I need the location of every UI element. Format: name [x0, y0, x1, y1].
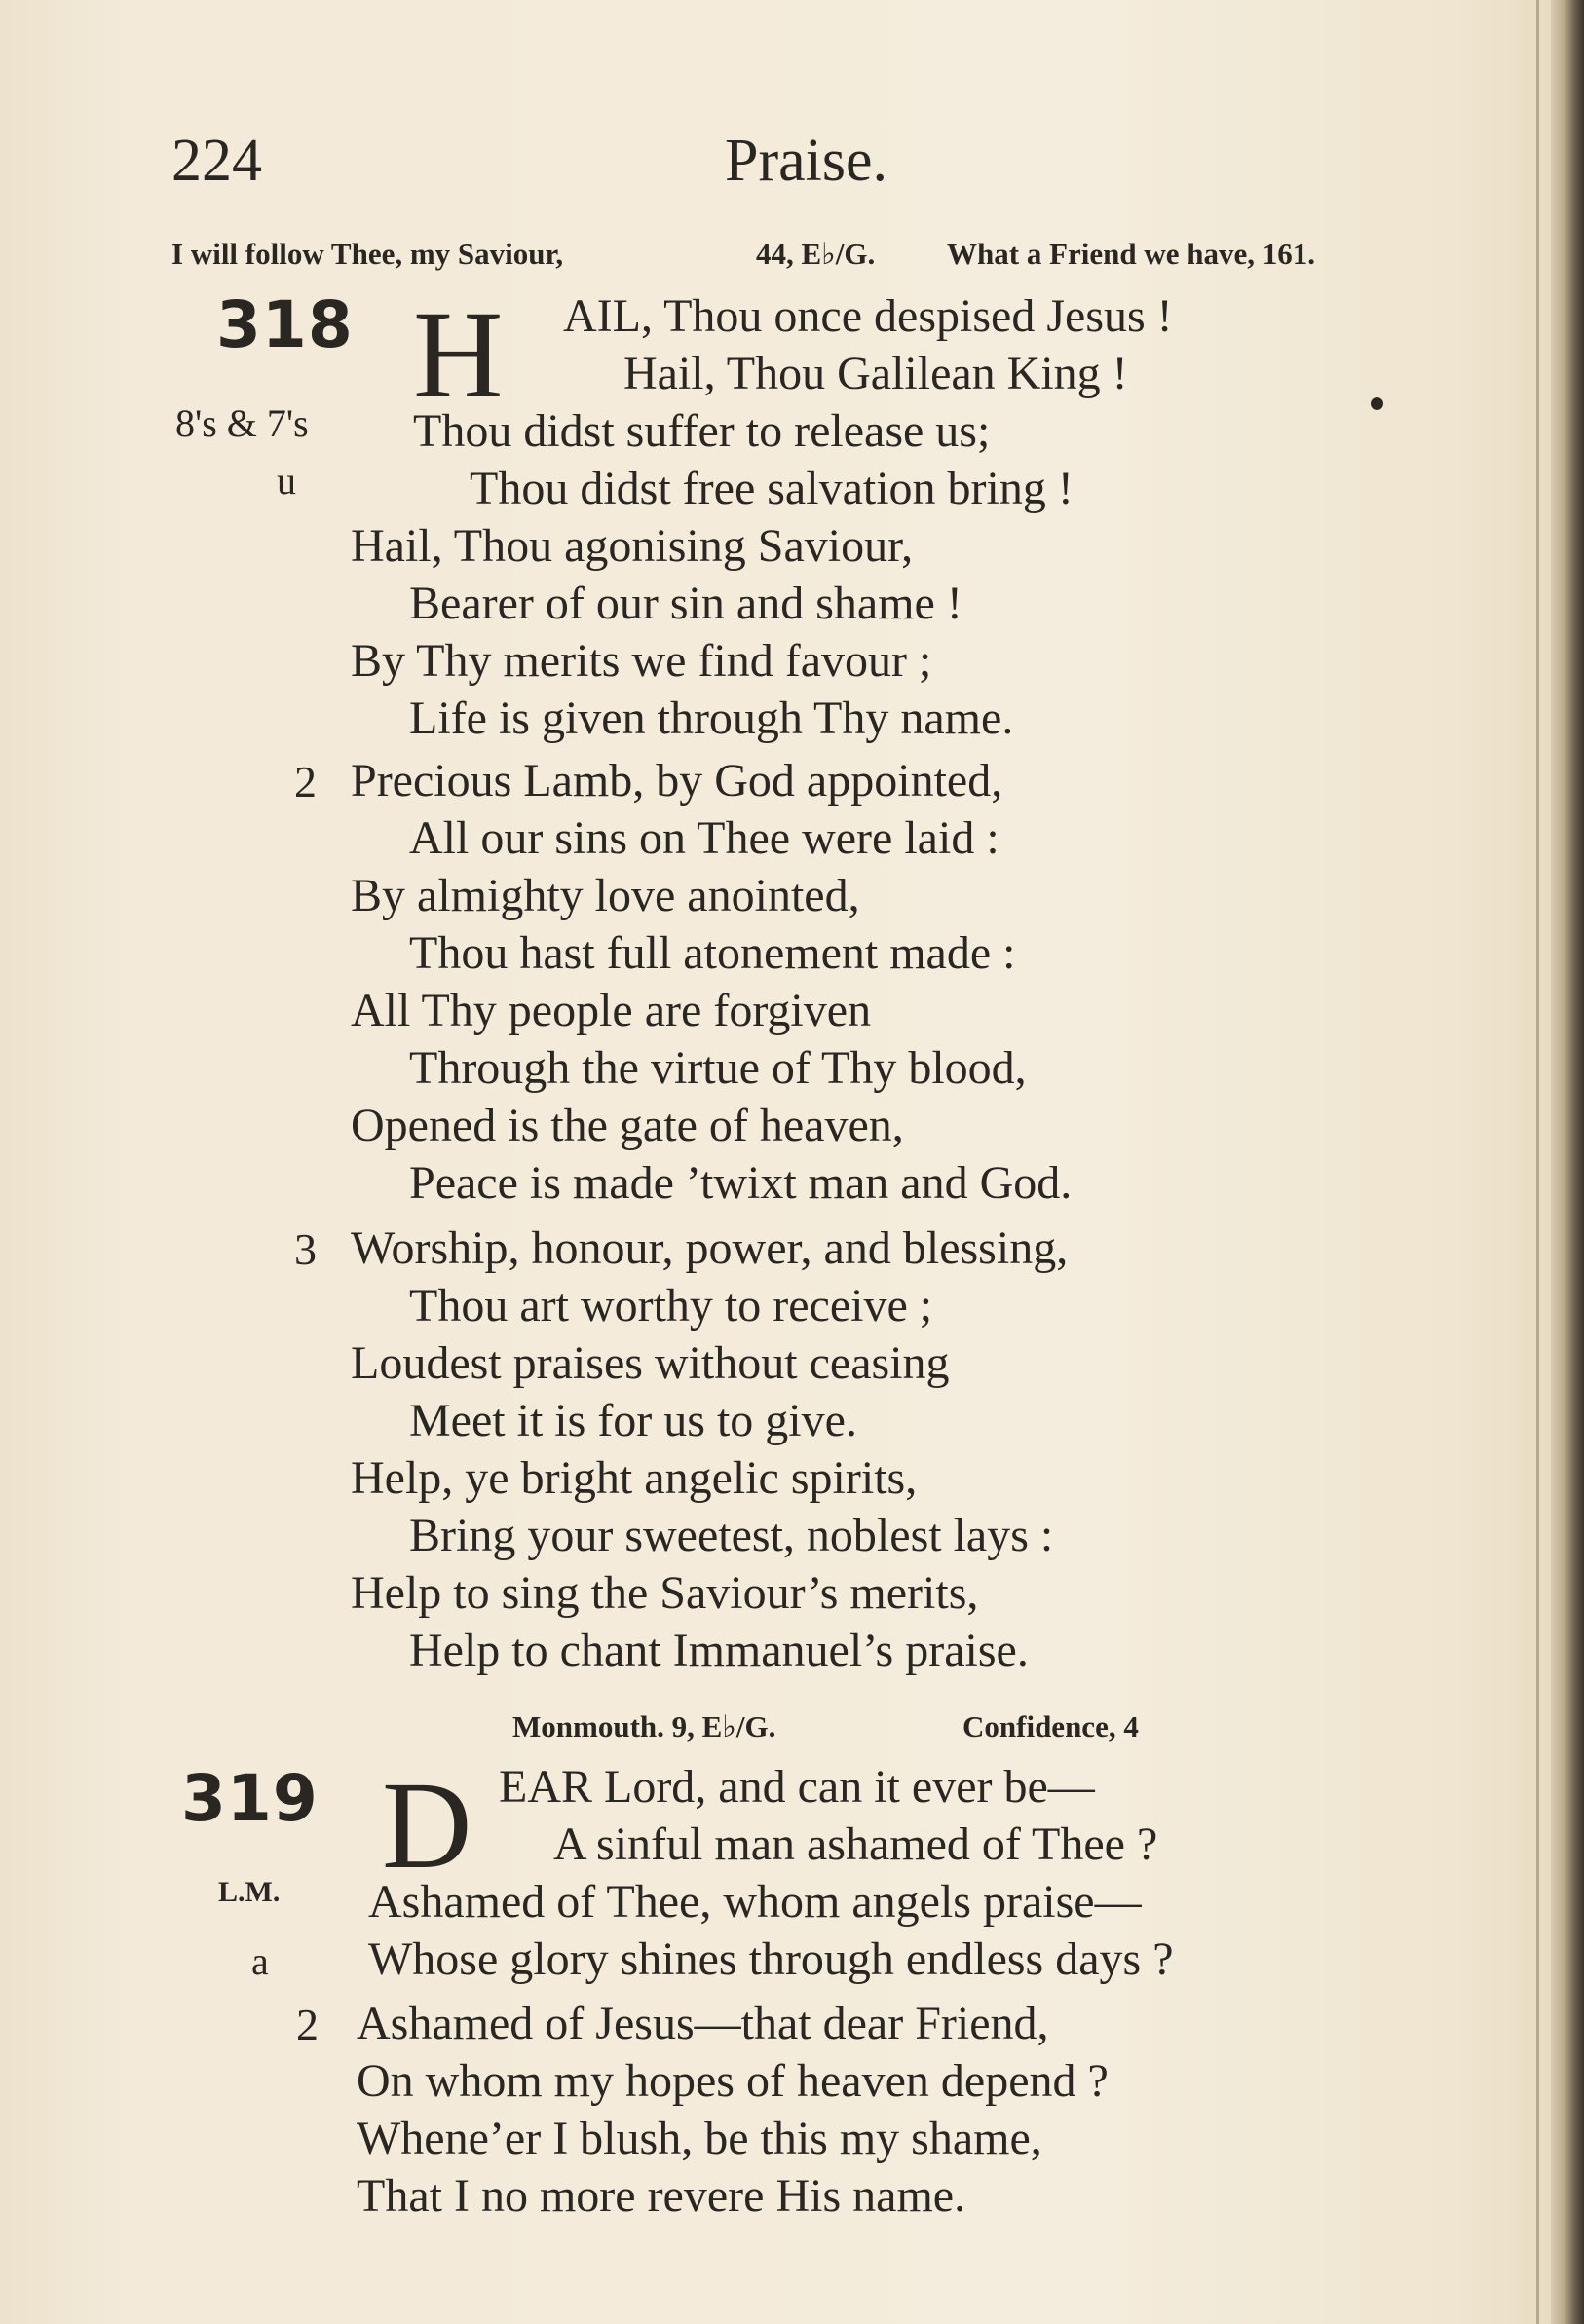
verse-number: 2	[294, 757, 317, 806]
print-blemish-dot	[1371, 397, 1383, 410]
hymn-line: Whose glory shines through endless days ?	[368, 1933, 1174, 1985]
tune-name-4: Confidence, 4	[962, 1709, 1139, 1743]
hymn-line: Help to sing the Saviour’s merits,	[351, 1567, 979, 1619]
hymn-line: Thou didst free salvation bring !	[470, 463, 1074, 514]
hymn-line: Hail, Thou agonising Saviour,	[351, 520, 914, 572]
hymn-line: Worship, honour, power, and blessing,	[351, 1222, 1069, 1274]
hymn-meter: L.M.	[218, 1876, 281, 1908]
hymn-line: Whene’er I blush, be this my shame,	[357, 2113, 1042, 2164]
hymn-line: EAR Lord, and can it ever be—	[499, 1761, 1095, 1813]
hymn-line: Through the virtue of Thy blood,	[409, 1042, 1027, 1094]
hymn-line: That I no more revere His name.	[357, 2170, 966, 2222]
hymn-line: Precious Lamb, by God appointed,	[351, 755, 1003, 806]
verse-number: 3	[294, 1224, 317, 1274]
hymn-line: Help to chant Immanuel’s praise.	[409, 1625, 1029, 1676]
verse-number: 2	[296, 2000, 319, 2049]
hymn-line: All our sins on Thee were laid :	[409, 812, 999, 864]
running-head: Praise.	[725, 128, 888, 194]
hymn-line: Meet it is for us to give.	[409, 1395, 857, 1446]
hymn-line: Opened is the gate of heaven,	[351, 1100, 904, 1151]
hymn-number: 318	[216, 287, 354, 362]
hymn-line: By Thy merits we find favour ;	[351, 635, 932, 687]
hymn-line: All Thy people are forgiven	[351, 985, 872, 1036]
hymn-line: Thou didst suffer to release us;	[413, 405, 991, 457]
hymn-line: Bearer of our sin and shame !	[409, 578, 962, 629]
tune-ref-3: Monmouth. 9, E♭/G.	[512, 1709, 776, 1743]
hymn-line: Peace is made ’twixt man and God.	[409, 1157, 1073, 1209]
hymn-meter: 8's & 7's	[175, 401, 309, 445]
drop-cap: D	[382, 1756, 472, 1894]
page-number: 224	[171, 128, 262, 194]
tune-ref-1: 44, E♭/G.	[756, 237, 876, 271]
hymn-key: u	[277, 459, 296, 503]
tune-name-2: What a Friend we have, 161.	[947, 237, 1316, 271]
page-gutter-line	[1536, 0, 1539, 2324]
hymn-key: a	[251, 1939, 269, 1983]
hymn-number: 319	[181, 1761, 319, 1836]
hymn-line: Ashamed of Jesus—that dear Friend,	[357, 1998, 1049, 2049]
hymn-line: Loudest praises without ceasing	[351, 1337, 950, 1389]
hymn-line: Thou art worthy to receive ;	[409, 1280, 933, 1331]
book-spine	[1551, 0, 1584, 2324]
hymn-line: AIL, Thou once despised Jesus !	[563, 290, 1173, 342]
tune-name-1: I will follow Thee, my Saviour,	[171, 237, 564, 271]
drop-cap: H	[413, 285, 504, 424]
hymn-line: Ashamed of Thee, whom angels praise—	[368, 1876, 1142, 1928]
hymn-line: On whom my hopes of heaven depend ?	[357, 2055, 1109, 2107]
hymn-line: Hail, Thou Galilean King !	[623, 348, 1128, 399]
hymn-line: Bring your sweetest, noblest lays :	[409, 1510, 1054, 1561]
hymn-line: Thou hast full atonement made :	[409, 927, 1016, 979]
hymn-line: By almighty love anointed,	[351, 870, 860, 921]
hymn-line: Help, ye bright angelic spirits,	[351, 1452, 918, 1504]
hymn-line: Life is given through Thy name.	[409, 693, 1014, 744]
hymn-line: A sinful man ashamed of Thee ?	[553, 1818, 1158, 1870]
